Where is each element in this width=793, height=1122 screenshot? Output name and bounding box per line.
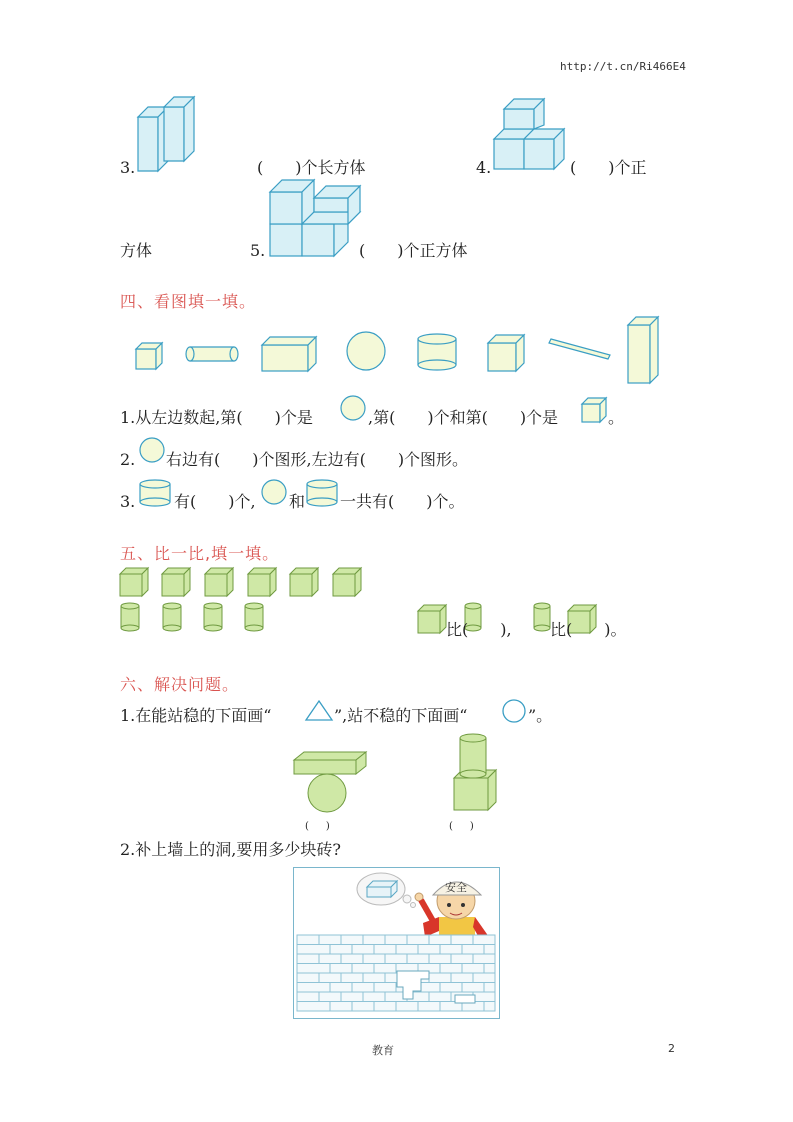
s4-line3-number: 3. <box>120 492 136 511</box>
shape-sequence <box>128 313 668 389</box>
s4-line2-number: 2. <box>120 450 136 469</box>
section5-title: 五、比一比,填一填。 <box>120 544 280 563</box>
section6-title: 六、解决问题。 <box>120 675 240 694</box>
s6-answer-paren-2[interactable]: ( ) <box>449 821 473 832</box>
s4-line1-end: 。 <box>608 408 625 427</box>
s6-q1-part3: ”。 <box>528 706 553 725</box>
stacked-cuboids-figure <box>136 95 206 173</box>
s5-compare2: 比( )。 <box>550 620 627 639</box>
rod-icon <box>549 339 610 359</box>
green-cylinder-row <box>118 601 268 635</box>
footer-label: 教育 <box>372 1044 394 1057</box>
q5-number: 5. <box>250 241 266 260</box>
sphere-icon <box>338 395 368 423</box>
s6-q1-part1: 1.在能站稳的下面画“ <box>120 706 272 725</box>
cylinder-standing-icon <box>305 478 341 508</box>
s4-line2-text: 右边有( )个图形,左边有( )个图形。 <box>166 450 469 469</box>
page-number: 2 <box>668 1042 675 1055</box>
cube-stack-figure-5 <box>268 178 368 260</box>
brick-icon <box>367 881 397 897</box>
header-url: http://t.cn/Ri466E4 <box>560 60 686 73</box>
q4-answer-continued: 方体 <box>120 241 153 260</box>
s4-line3-and: 和 <box>289 492 306 511</box>
q3-answer: ( )个长方体 <box>257 158 366 177</box>
q4-number: 4. <box>476 158 492 177</box>
circle-icon <box>500 699 528 725</box>
green-cube-row <box>118 566 368 600</box>
cube-icon <box>580 396 608 424</box>
cube-icon <box>488 343 516 371</box>
green-cube-icon <box>416 603 448 635</box>
sphere-icon <box>260 479 288 507</box>
sphere-icon <box>347 332 385 370</box>
triangle-icon <box>304 699 334 723</box>
q5-answer: ( )个正方体 <box>359 241 468 260</box>
slab-on-sphere-figure <box>292 748 366 814</box>
cylinder-lying-icon <box>186 347 238 361</box>
s6-q2: 2.补上墙上的洞,要用多少块砖? <box>120 840 341 859</box>
s6-q1-part2: ”,站不稳的下面画“ <box>334 706 468 725</box>
section4-title: 四、看图填一填。 <box>120 292 257 311</box>
cylinder-standing-icon <box>138 478 174 508</box>
cuboid-icon <box>262 345 308 371</box>
small-cube-icon <box>136 349 156 369</box>
brick-wall-illustration <box>293 867 500 1019</box>
cylinder-standing-icon <box>418 334 456 370</box>
cylinder-on-cube-figure <box>450 732 500 814</box>
s4-line3-part4: 一共有( )个。 <box>340 492 465 511</box>
s4-line3-part2: 有( )个, <box>174 492 256 511</box>
cube-stack-figure-4 <box>492 95 572 173</box>
q4-answer: ( )个正 <box>570 158 647 177</box>
tall-cuboid-icon <box>628 325 650 383</box>
s5-compare1: 比( ), <box>446 620 512 639</box>
s4-line1-part1: 1.从左边数起,第( )个是 <box>120 408 313 427</box>
sphere-icon <box>138 437 166 465</box>
s4-line1-part2: ,第( )个和第( )个是 <box>368 408 559 427</box>
s6-answer-paren-1[interactable]: ( ) <box>305 821 329 832</box>
q3-number: 3. <box>120 158 136 177</box>
helmet-label: 安全 <box>445 881 467 894</box>
